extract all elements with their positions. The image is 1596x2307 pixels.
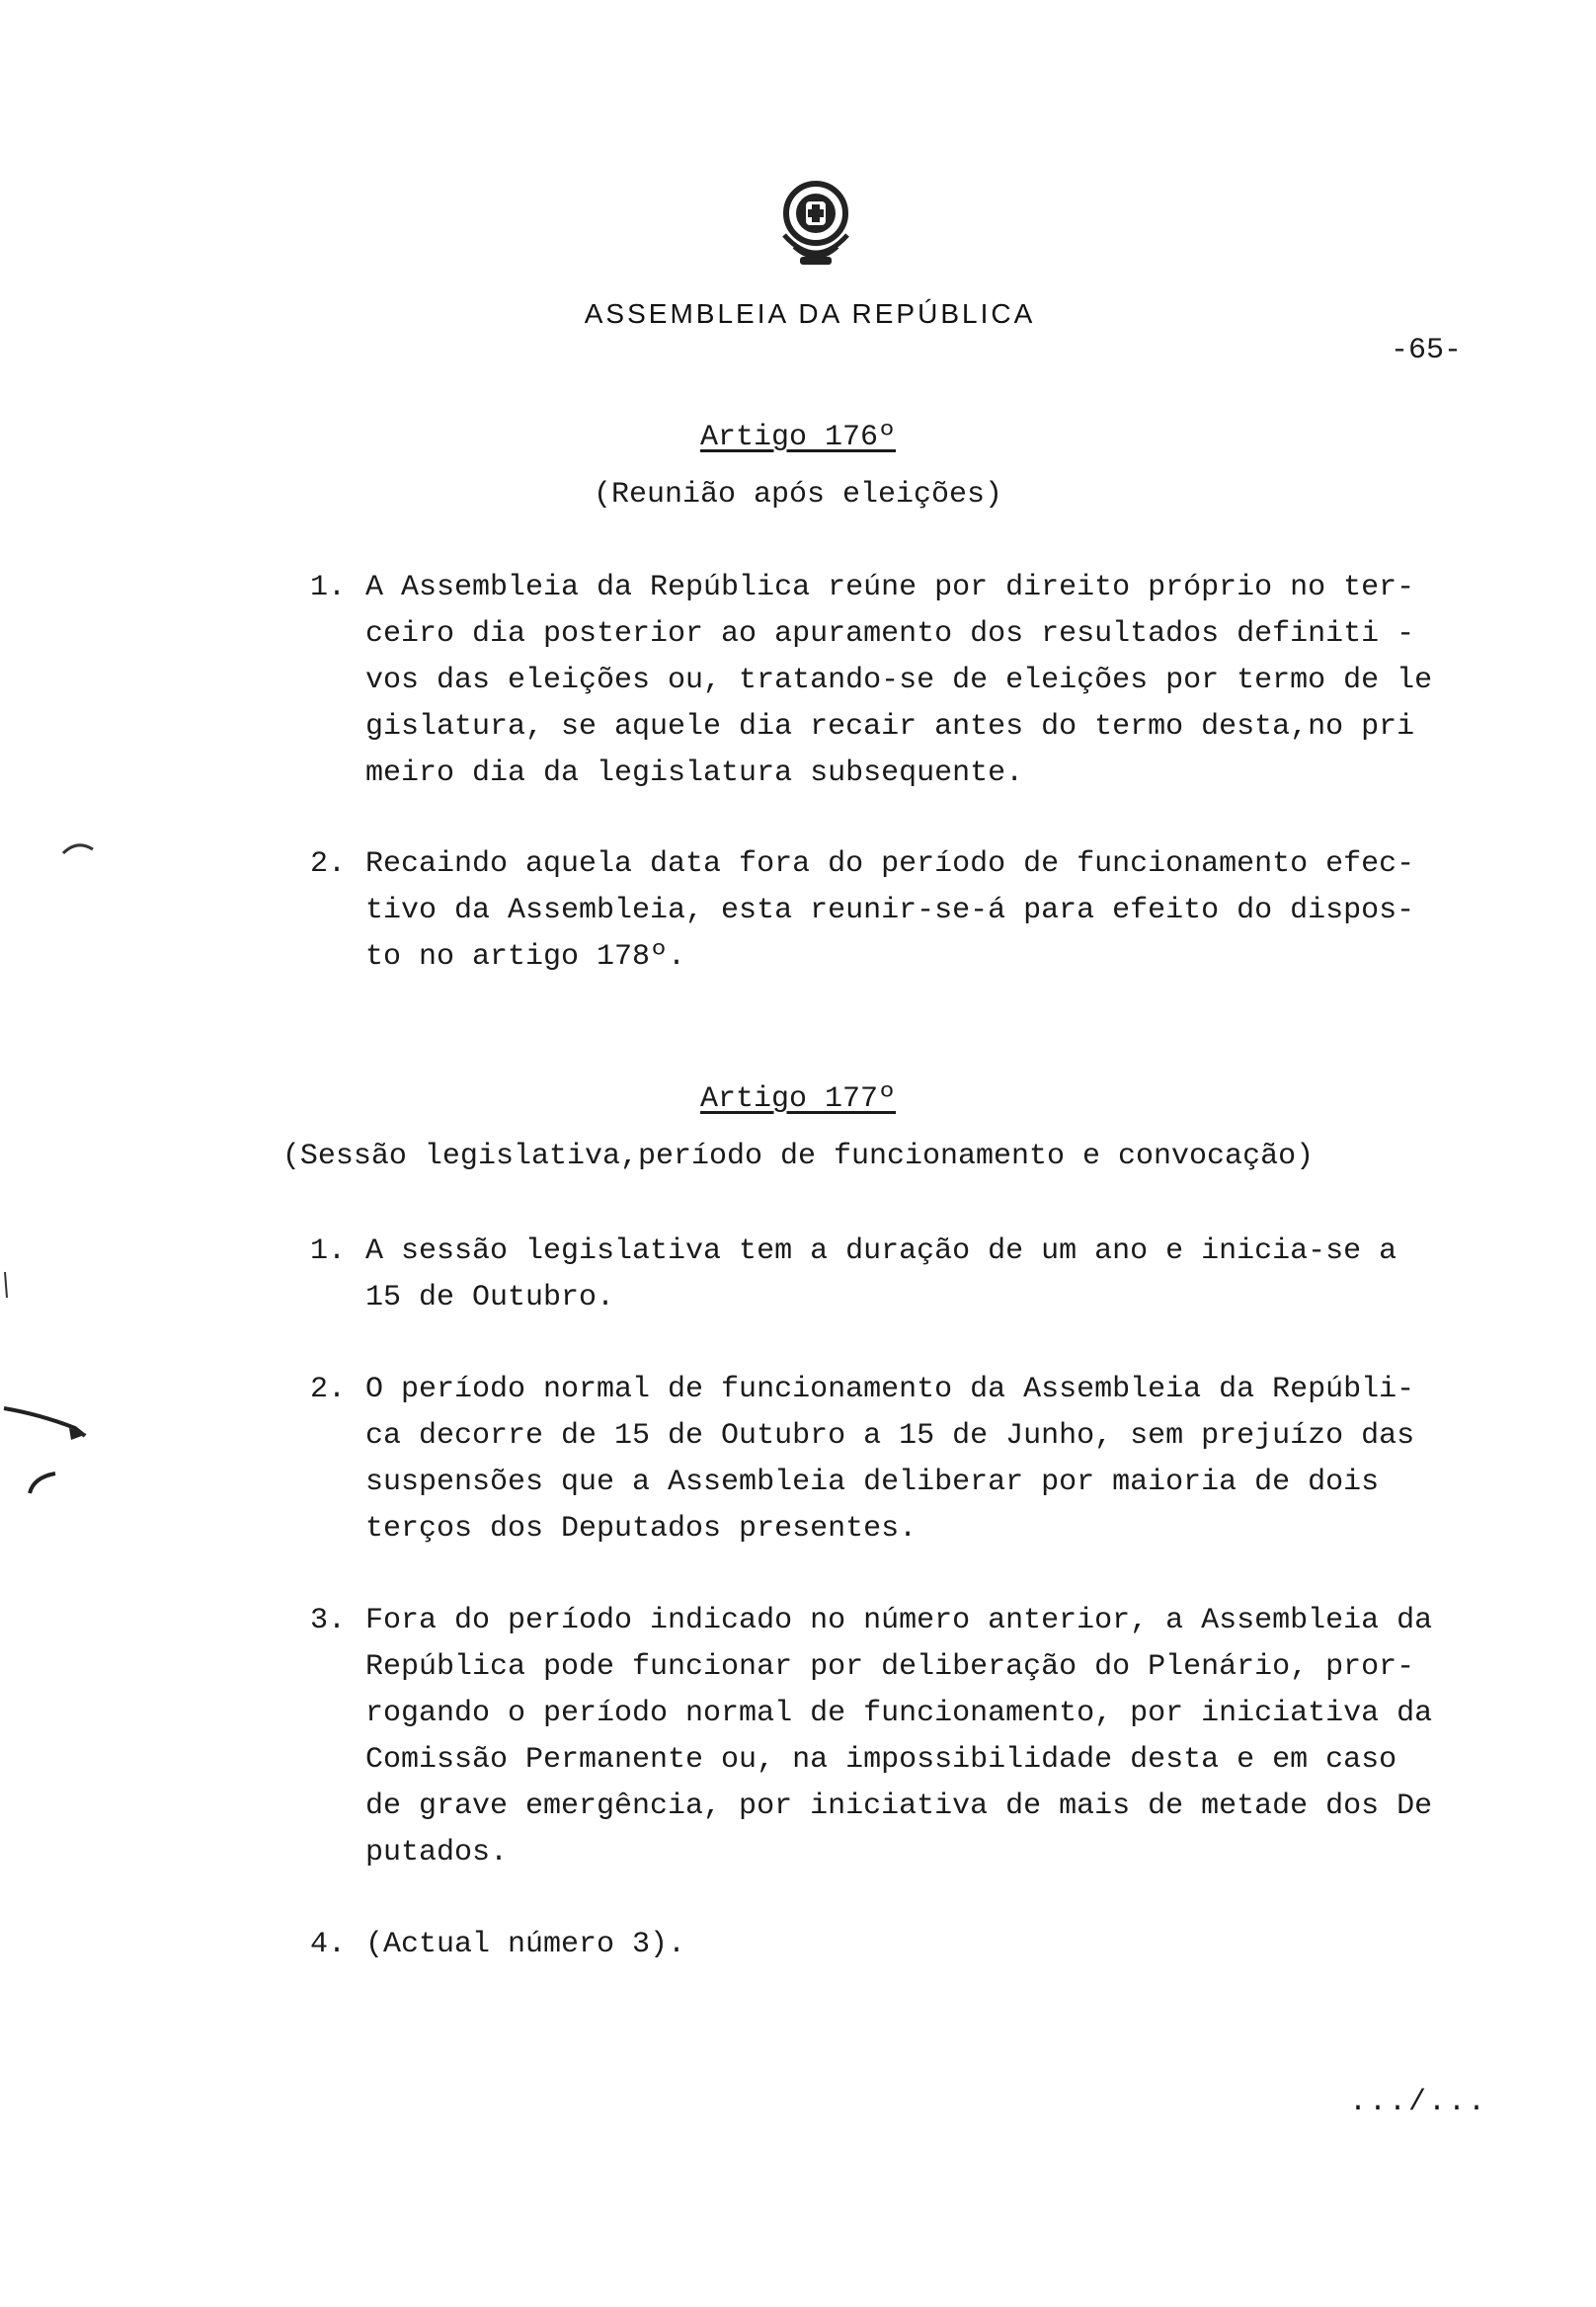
item-number: 2. (310, 847, 347, 881)
article-177-item-4 (310, 1922, 1485, 1968)
item-number: 1. (310, 571, 347, 604)
article-177-title (0, 1076, 1596, 1122)
item-number: 4. (310, 1928, 347, 1961)
item-text: A sessão legislativa tem a duração de um ano e inicia-se a 15 de Outubro. (365, 1234, 1397, 1314)
article-177-item-1 (310, 1229, 1485, 1321)
item-text: O período normal de funcionamento da Assembleia da Repúbli- ca decorre de 15 de Outubro a 15 de Junho, sem prejuízo das suspensões que a Assembleia deliberar por maioria de dois terços dos Deputados presentes. (365, 1373, 1415, 1546)
institution-header: ASSEMBLEIA DA REPÚBLICA (584, 298, 1036, 329)
continuation-mark: .../... (1349, 2086, 1488, 2119)
scan-mark (59, 835, 99, 859)
item-text: (Actual número 3). (365, 1928, 686, 1961)
article-177-item-2 (310, 1367, 1485, 1552)
item-text: Fora do período indicado no número anterior, a Assembleia da República pode funcionar por deliberação do Plenário, pror- rogando o período normal de funcionamento, por iniciativa da Comissão Permanente ou, na impossibilidade desta e em caso de grave emergência, por iniciativa de mais de metade dos De putados. (365, 1604, 1433, 1869)
article-177-subtitle: (Sessão legislativa,período de funcionamento e convocação) (281, 1140, 1315, 1173)
page-number: -65- (1391, 334, 1463, 367)
article-title-text: Artigo 176º (699, 421, 897, 454)
article-177-item-3 (310, 1598, 1485, 1876)
article-176-title (0, 415, 1596, 460)
scan-mark (0, 1394, 99, 1503)
item-text: Recaindo aquela data fora do período de funcionamento efec- tivo da Assembleia, esta reunir-se-á para efeito do dispos- to no artigo 178º. (365, 847, 1415, 974)
article-176-item-2 (310, 841, 1485, 981)
article-176-subtitle: (Reunião após eleições) (593, 478, 1003, 512)
scan-mark (2, 1270, 10, 1300)
item-number: 3. (310, 1604, 347, 1637)
item-number: 2. (310, 1373, 347, 1406)
article-title-text: Artigo 177º (699, 1082, 897, 1116)
article-176-item-1 (310, 565, 1485, 797)
item-text: A Assembleia da República reúne por direito próprio no ter- ceiro dia posterior ao apuramento dos resultados definiti - vos das eleições ou, tratando-se de eleições por termo de le gislatura, se aquele dia recair antes do termo desta,no pri meiro dia da legislatura subsequente. (365, 571, 1433, 790)
item-number: 1. (310, 1234, 347, 1268)
coat-of-arms-emblem (776, 176, 855, 278)
